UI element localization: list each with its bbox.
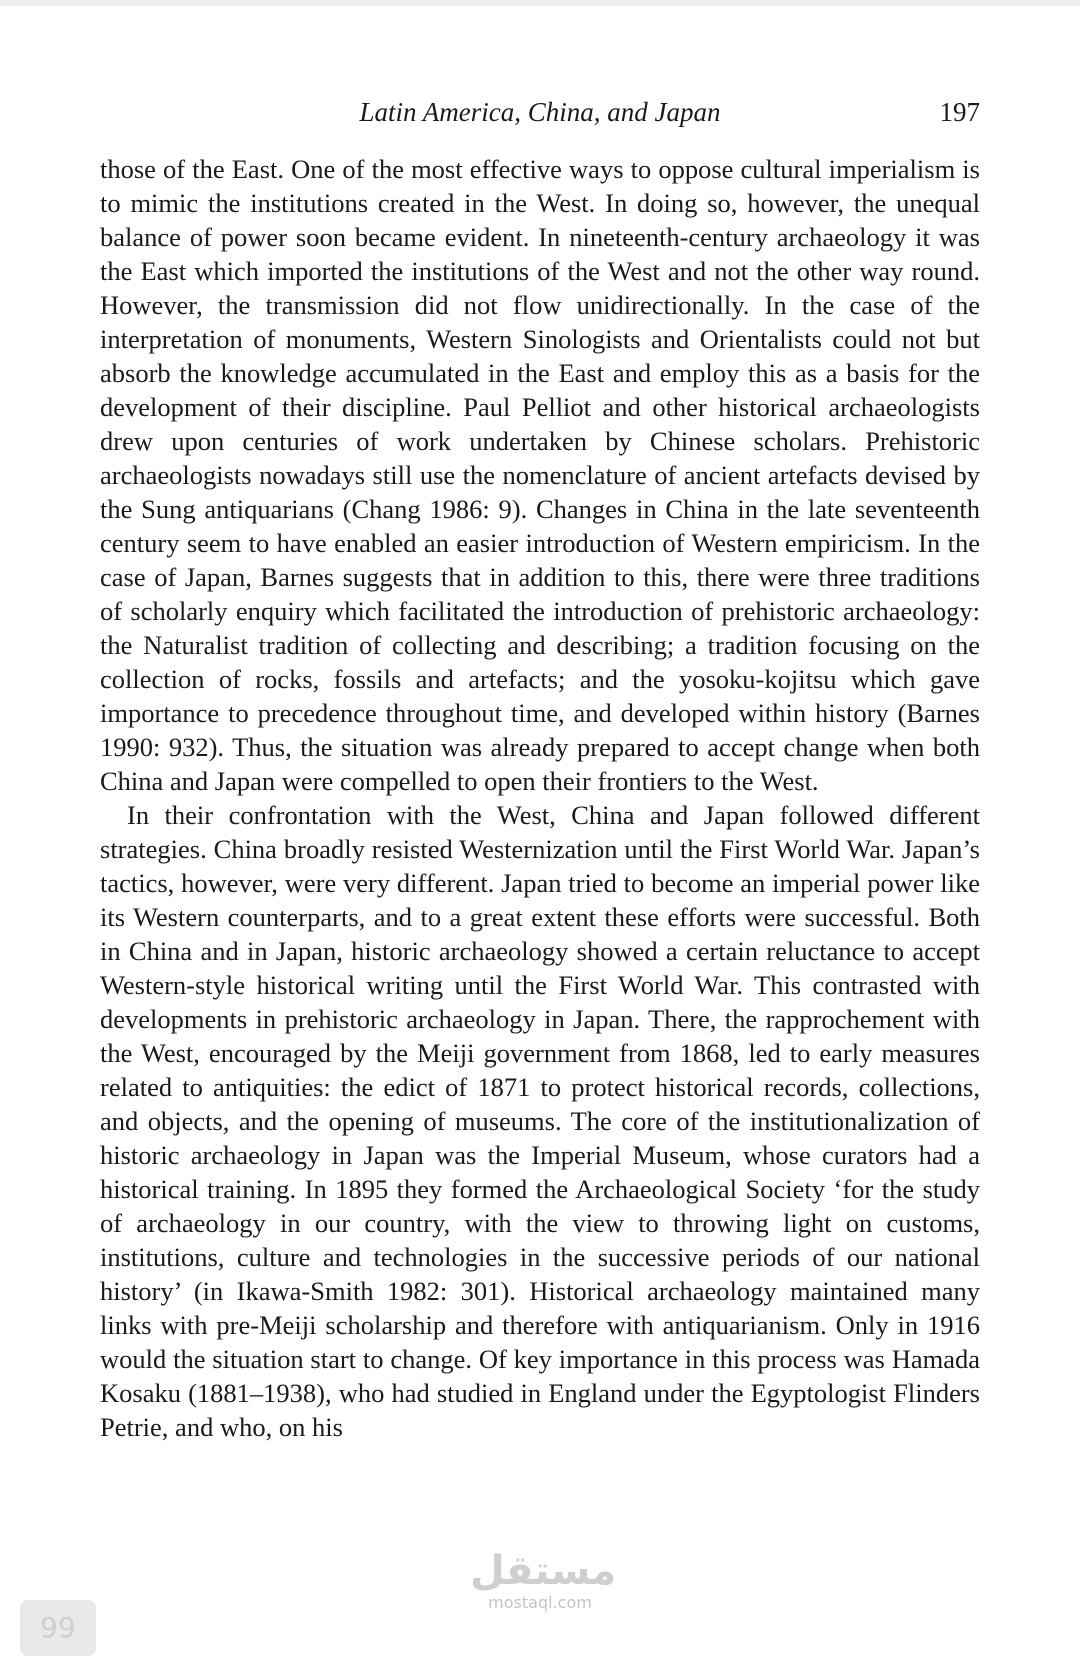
paragraph-2: In their confrontation with the West, China and Japan followed different strategies. China broadly resisted Westernization until the First World War. Japan’s tactics, however, were very different. Japan tried to become an imperial power like its Western counterparts, and to a great extent these efforts were successful. Both in China and in Japan, historic archaeology showed a certain reluctance to accept Western-style historical writing until the First World War. This contrasted with developments in prehistoric archaeology in Japan. There, the rapprochement with the West, encouraged by the Meiji government from 1868, led to early measures related to antiquities: the edict of 1871 to protect historical records, collections, and objects, and the opening of museums. The core of the institutionalization of historic archaeology in Japan was the Imperial Museum, whose curators had a historical training. In 1895 they formed the Archaeological Society ‘for the study of archaeology in our country, with the view to throwing light on customs, institutions, culture and technologies in the successive periods of our national history’ (in Ikawa-Smith 1982: 301). Historical archaeology maintained many links with pre-Meiji scholarship and therefore with antiquarianism. Only in 1916 would the situation start to change. Of key importance in this process was Hamada Kosaku (1881–1938), who had studied in England under the Egyptologist Flinders Petrie, and who, on his: [100, 800, 980, 1442]
body-text: [100, 152, 980, 1444]
running-header: [100, 92, 980, 132]
page-number: 197: [939, 97, 980, 127]
page-top-edge: [0, 0, 1080, 6]
paragraph-1: those of the East. One of the most effective ways to oppose cultural imperialism is to mimic the institutions created in the West. In doing so, however, the unequal balance of power soon became evident. In nineteenth-century archaeology it was the East which imported the institutions of the West and not the other way round. However, the transmission did not flow unidirectionally. In the case of the interpretation of monuments, Western Sinologists and Orientalists could not but absorb the knowledge accumulated in the East and employ this as a basis for the development of their discipline. Paul Pelliot and other historical archaeologists drew upon centuries of work undertaken by Chinese scholars. Prehistoric archaeologists nowadays still use the nomenclature of ancient artefacts devised by the Sung antiquarians (Chang 1986: 9). Changes in China in the late seventeenth century seem to have enabled an easier introduction of Western empiricism. In the case of Japan, Barnes suggests that in addition to this, there were three traditions of scholarly enquiry which facilitated the introduction of prehistoric archaeology: the Naturalist tradition of collecting and describing; a tradition focusing on the collection of rocks, fossils and artefacts; and the yosoku-kojitsu which gave importance to precedence throughout time, and developed within history (Barnes 1990: 932). Thus, the situation was already prepared to accept change when both China and Japan were compelled to open their frontiers to the West.: [100, 154, 980, 796]
corner-badge: 99: [20, 1600, 96, 1656]
watermark-domain: mostaql.com: [488, 1593, 592, 1612]
running-title: Latin America, China, and Japan: [359, 97, 721, 127]
watermark-logo: مستقل: [470, 1548, 617, 1594]
watermark: [470, 1548, 617, 1612]
